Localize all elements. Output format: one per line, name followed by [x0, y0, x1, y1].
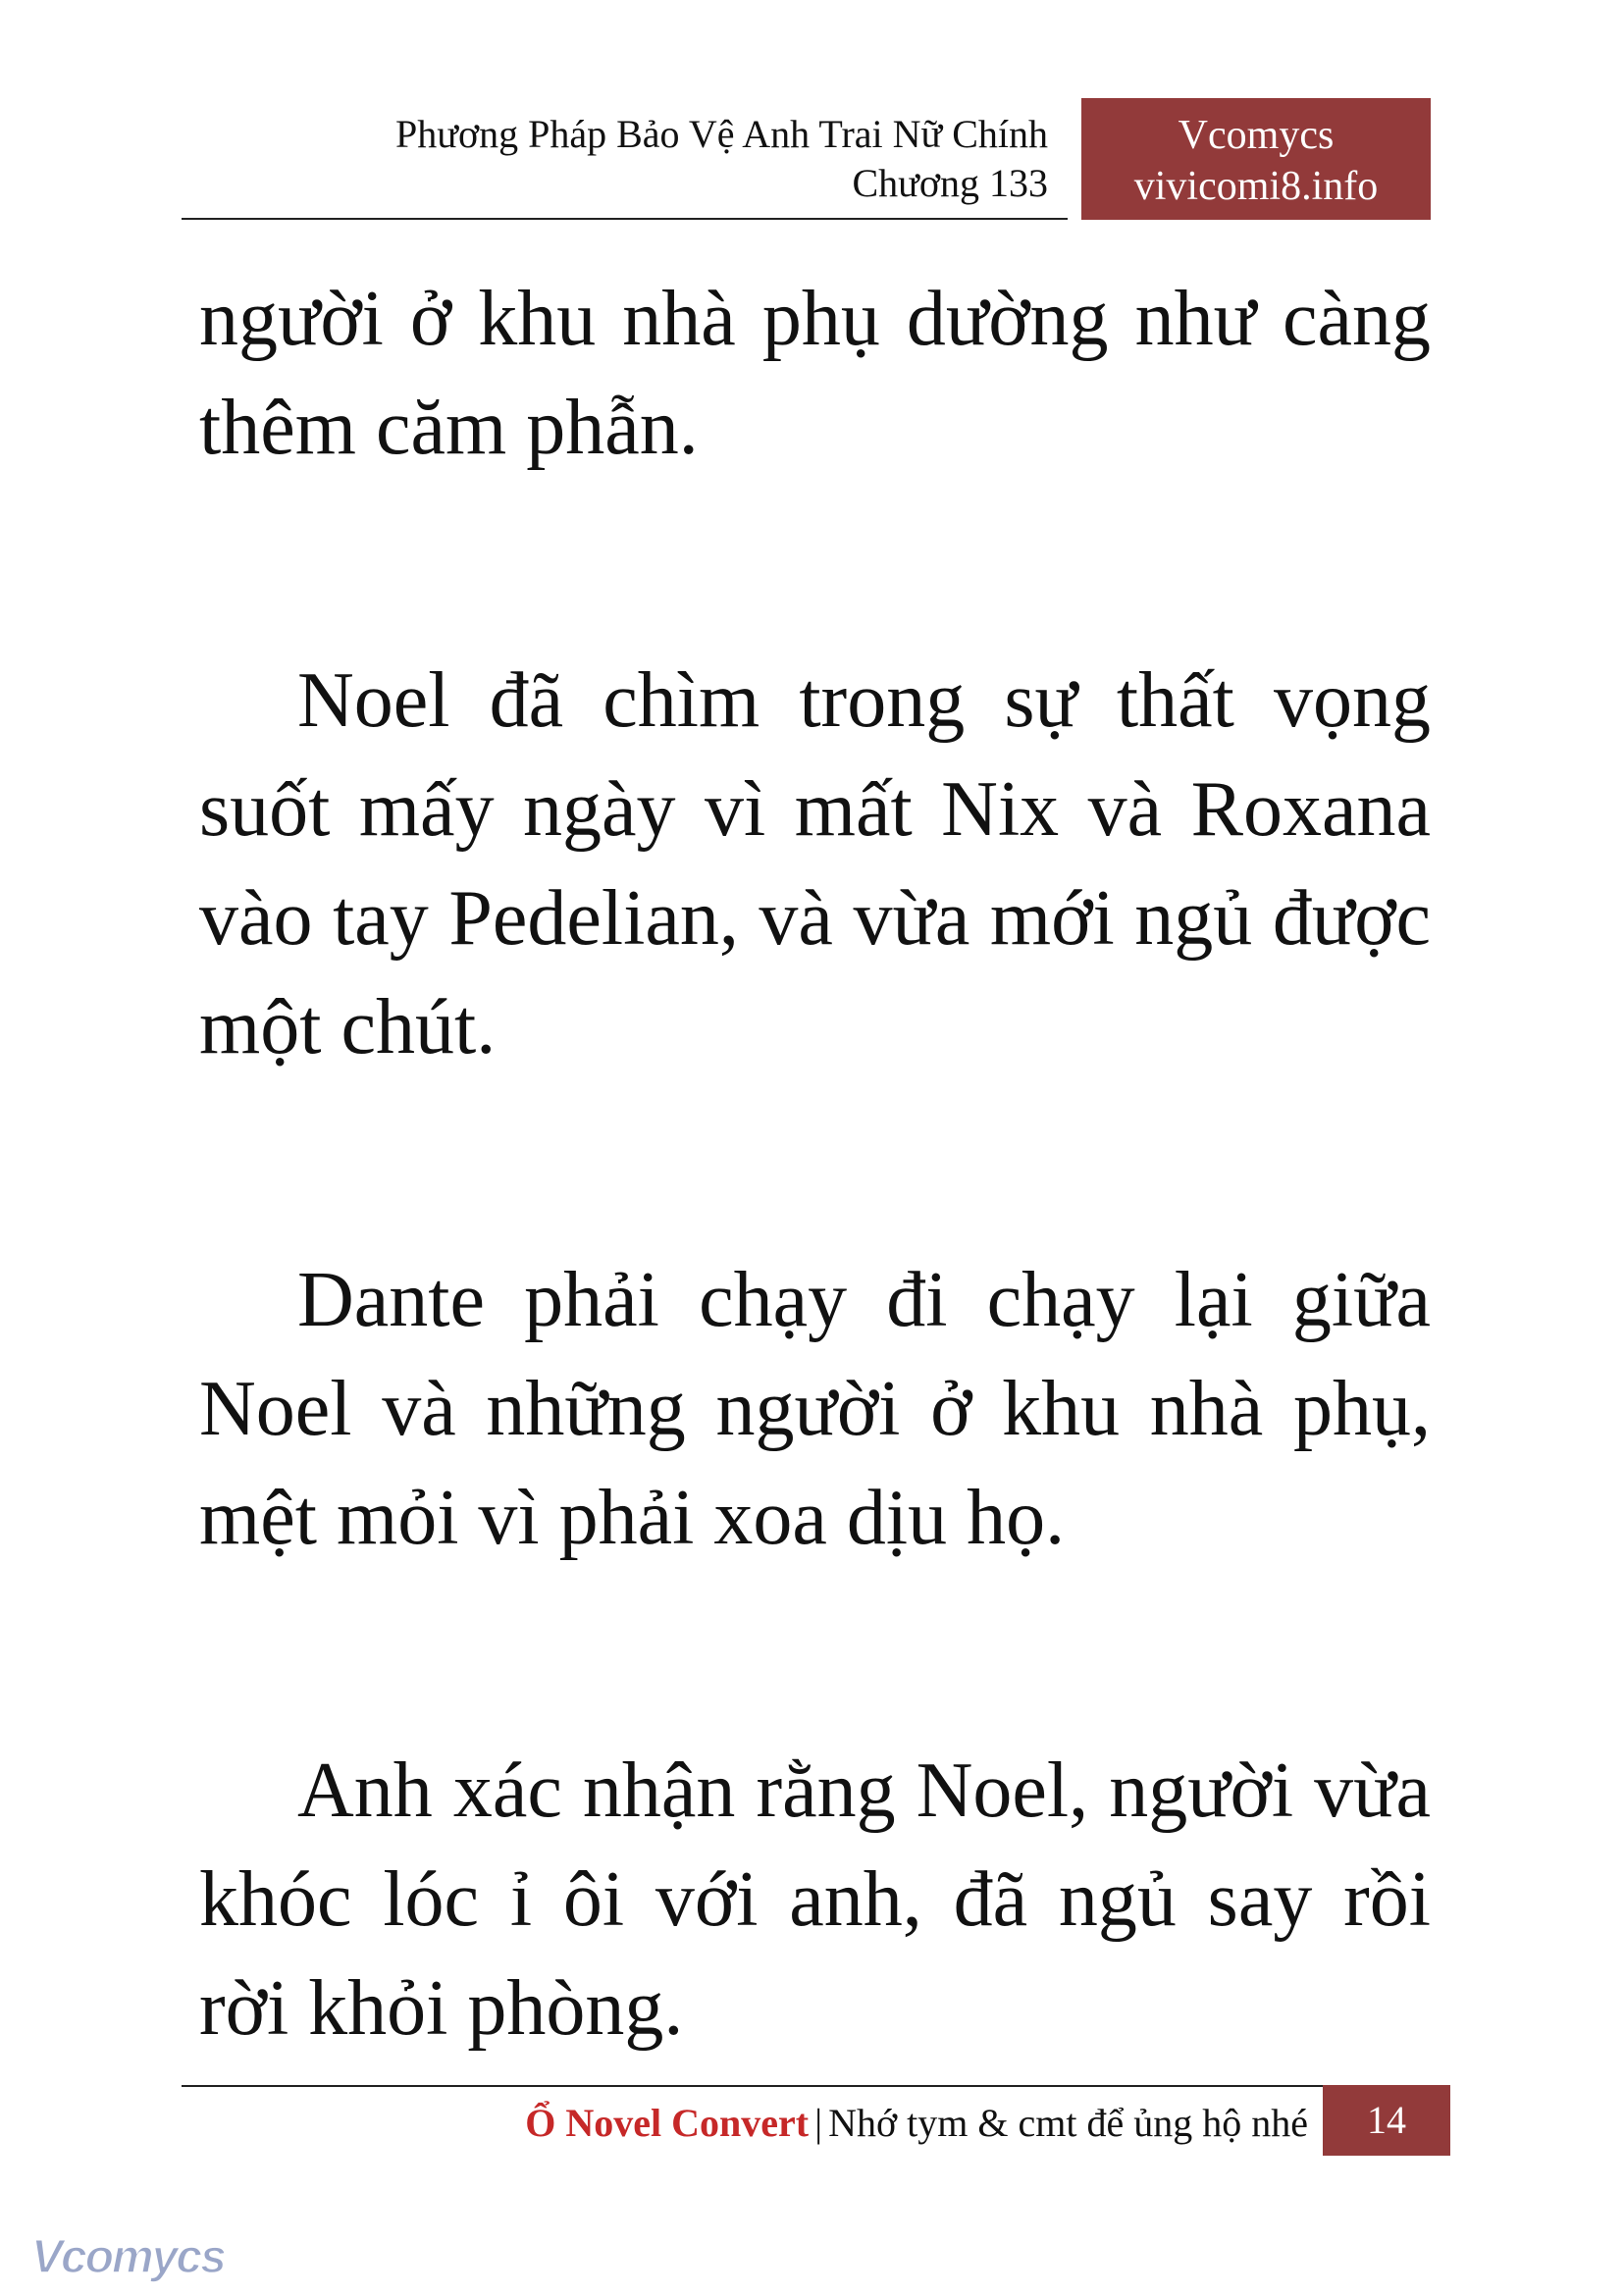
chapter-label: Chương 133 [852, 161, 1048, 205]
footer-text [525, 2099, 1308, 2148]
paragraph-3: Dante phải chạy đi chạy lại giữa Noel và những người ở khu nhà phụ, mệt mỏi vì phải xoa dịu họ. [199, 1257, 1431, 1561]
page-header [182, 98, 1431, 220]
site-name: Vcomycs [1178, 113, 1335, 158]
vcomycs-watermark-logo [27, 2227, 253, 2286]
site-badge [1081, 98, 1431, 220]
watermark-text: Vcomycs [31, 2231, 225, 2283]
chapter-body [199, 265, 1431, 2063]
paragraph-1: người ở khu nhà phụ dường như càng thêm căm phẫn. [199, 276, 1431, 471]
site-url: vivicomi8.info [1133, 164, 1379, 209]
page-footer [182, 2085, 1450, 2156]
novel-title: Phương Pháp Bảo Vệ Anh Trai Nữ Chính [395, 112, 1048, 156]
footer-brand: Ổ Novel Convert [525, 2101, 810, 2145]
paragraph-2: Noel đã chìm trong sự thất vọng suốt mấy ngày vì mất Nix và Roxana vào tay Pedelian, và vừa mới ngủ được một chút. [199, 657, 1431, 1070]
paragraph-4: Anh xác nhận rằng Noel, người vừa khóc lóc ỉ ôi với anh, đã ngủ say rồi rời khỏi phòng. [199, 1747, 1431, 2052]
header-title-block [182, 98, 1068, 220]
page-number: 14 [1323, 2085, 1450, 2156]
footer-message: Nhớ tym & cmt để ủng hộ nhé [828, 2101, 1308, 2145]
footer-separator: | [814, 2101, 823, 2145]
